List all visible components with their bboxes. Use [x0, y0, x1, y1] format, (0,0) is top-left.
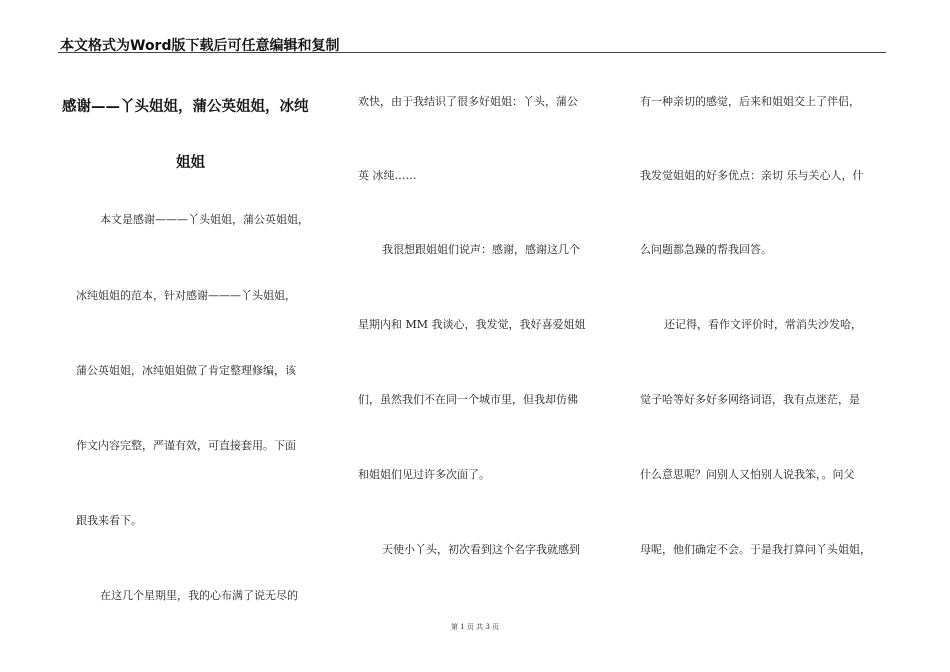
paragraph-line: 么问题都急躁的帮我回答。 [640, 243, 772, 256]
paragraph-line: 觉子哈等好多好多网络词语，我有点迷茫，是 [640, 393, 860, 406]
title-line-2: 姐姐 [176, 155, 205, 171]
paragraph-line: 作文内容完整，严谨有效，可直接套用。下面 [76, 439, 296, 452]
paragraph-line: 在这几个星期里，我的心布满了说无尽的 [100, 589, 298, 602]
paragraph-line: 星期内和 MM 我谈心，我发觉，我好喜爱姐姐 [358, 318, 586, 331]
paragraph-line: 跟我来看下。 [76, 514, 142, 527]
title-line-1: 感谢——丫头姐姐，蒲公英姐姐，冰纯 [62, 99, 309, 115]
paragraph-line: 和姐姐们见过许多次面了。 [358, 468, 490, 481]
paragraph-line: 什么意思呢？问别人又怕别人说我笨，。问父 [640, 468, 855, 481]
paragraph-line: 有一种亲切的感觉，后来和姐姐交上了伴侣， [640, 95, 860, 108]
paragraph-line: 冰纯姐姐的范本，针对感谢———丫头姐姐， [76, 289, 296, 302]
paragraph-line: 们，虽然我们不在同一个城市里，但我却仿佛 [358, 393, 578, 406]
paragraph-line: 我发觉姐姐的好多优点：亲切 乐与关心人，什 [640, 169, 864, 182]
paragraph-line: 蒲公英姐姐，冰纯姐姐做了肯定整理修编，该 [76, 364, 296, 377]
paragraph-line: 本文是感谢———丫头姐姐，蒲公英姐姐， [100, 213, 309, 226]
paragraph-line: 我很想跟姐姐们说声：感谢，感谢这几个 [382, 243, 580, 256]
paragraph-line: 英 冰纯…… [358, 169, 417, 182]
paragraph-line: 还记得，看作文评价时，常消失沙发哈， [664, 318, 862, 331]
paragraph-line: 欢快，由于我结识了很多好姐姐：丫头，蒲公 [358, 95, 578, 108]
document-header [58, 30, 886, 53]
paragraph-line: 天使小丫头，初次看到这个名字我就感到 [382, 543, 580, 556]
header-text: 本文格式为Word版下载后可任意编辑和复制 [60, 38, 340, 54]
paragraph-line: 母呢，他们确定不会。于是我打算问丫头姐姐， [640, 543, 871, 556]
page-number-footer: 第 1 页 共 3 页 [450, 623, 500, 631]
